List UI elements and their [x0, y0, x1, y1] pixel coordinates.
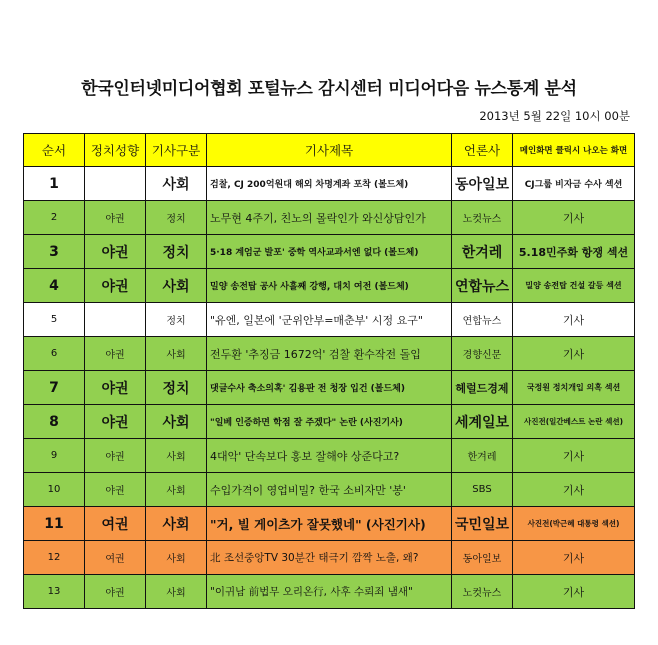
- order-cell: 7: [24, 371, 85, 405]
- table-row: [24, 439, 635, 473]
- order-cell: 1: [24, 167, 85, 201]
- category-cell: 사회: [146, 541, 207, 575]
- press-cell: 동아일보: [452, 167, 513, 201]
- article-title-cell: 5·18 계엄군 발포' 중학 역사교과서엔 없다 (볼드체): [207, 235, 452, 269]
- order-cell: 9: [24, 439, 85, 473]
- order-cell: 5: [24, 303, 85, 337]
- table-row: [24, 575, 635, 609]
- lean-cell: 여권: [85, 507, 146, 541]
- order-cell: 11: [24, 507, 85, 541]
- table-row: [24, 507, 635, 541]
- order-cell: 6: [24, 337, 85, 371]
- screen-cell: 5.18민주화 항쟁 섹션: [513, 235, 635, 269]
- article-title-cell: 4대악' 단속보다 홍보 잘해야 상준다고?: [207, 439, 452, 473]
- lean-cell: 야권: [85, 235, 146, 269]
- press-cell: 국민일보: [452, 507, 513, 541]
- table-row: [24, 303, 635, 337]
- screen-cell: 기사: [513, 575, 635, 609]
- article-title-cell: 北 조선중앙TV 30분간 태극기 깜짝 노출, 왜?: [207, 541, 452, 575]
- order-cell: 12: [24, 541, 85, 575]
- screen-cell: CJ그룹 비자금 수사 섹션: [513, 167, 635, 201]
- col-header-article-title: 기사제목: [207, 134, 452, 167]
- table-row: [24, 337, 635, 371]
- article-title-cell: 밀양 송전탑 공사 사흘째 강행, 대치 여전 (볼드체): [207, 269, 452, 303]
- col-header-political-lean: 정치성향: [85, 134, 146, 167]
- table-row: [24, 201, 635, 235]
- table-header-row: [24, 134, 635, 167]
- article-title-cell: 전두환 '추징금 1672억' 검찰 환수작전 돌입: [207, 337, 452, 371]
- category-cell: 사회: [146, 337, 207, 371]
- category-cell: 정치: [146, 201, 207, 235]
- lean-cell: 야권: [85, 269, 146, 303]
- order-cell: 4: [24, 269, 85, 303]
- article-title-cell: 검찰, CJ 200억원대 해외 차명계좌 포착 (볼드체): [207, 167, 452, 201]
- press-cell: 노컷뉴스: [452, 575, 513, 609]
- table-row: [24, 541, 635, 575]
- lean-cell: 야권: [85, 371, 146, 405]
- col-header-order: 순서: [24, 134, 85, 167]
- screen-cell: 기사: [513, 541, 635, 575]
- table-row: [24, 167, 635, 201]
- order-cell: 10: [24, 473, 85, 507]
- screen-cell: 기사: [513, 303, 635, 337]
- table-row: [24, 371, 635, 405]
- article-title-cell: 수입가격이 영업비밀? 한국 소비자만 '봉': [207, 473, 452, 507]
- screen-cell: 밀양 송전탑 건설 갈등 섹션: [513, 269, 635, 303]
- col-header-category: 기사구분: [146, 134, 207, 167]
- screen-cell: 기사: [513, 201, 635, 235]
- press-cell: 경향신문: [452, 337, 513, 371]
- press-cell: SBS: [452, 473, 513, 507]
- col-header-press: 언론사: [452, 134, 513, 167]
- category-cell: 사회: [146, 575, 207, 609]
- table-row: [24, 405, 635, 439]
- table-row: [24, 235, 635, 269]
- table-row: [24, 473, 635, 507]
- article-title-cell: 노무현 4주기, 친노의 몰락인가 와신상담인가: [207, 201, 452, 235]
- screen-cell: 사진전(박근혜 대통령 섹션): [513, 507, 635, 541]
- news-stats-table: [23, 133, 635, 609]
- category-cell: 정치: [146, 303, 207, 337]
- col-header-main-screen: 메인화면 클릭시 나오는 화면: [513, 134, 635, 167]
- article-title-cell: "이귀남 前법무 오리온行, 사후 수뢰죄 냄새": [207, 575, 452, 609]
- press-cell: 한겨레: [452, 235, 513, 269]
- lean-cell: 야권: [85, 337, 146, 371]
- press-cell: 동아일보: [452, 541, 513, 575]
- article-title-cell: "거, 빌 게이츠가 잘못했네" (사진기사): [207, 507, 452, 541]
- table-row: [24, 269, 635, 303]
- press-cell: 연합뉴스: [452, 269, 513, 303]
- screen-cell: 사진전(일간베스트 논란 섹션): [513, 405, 635, 439]
- press-cell: 세계일보: [452, 405, 513, 439]
- lean-cell: 야권: [85, 473, 146, 507]
- lean-cell: [85, 303, 146, 337]
- order-cell: 2: [24, 201, 85, 235]
- lean-cell: 여권: [85, 541, 146, 575]
- lean-cell: 야권: [85, 405, 146, 439]
- order-cell: 3: [24, 235, 85, 269]
- article-title-cell: "일베 인증하면 학점 잘 주겠다" 논란 (사진기사): [207, 405, 452, 439]
- lean-cell: [85, 167, 146, 201]
- screen-cell: 기사: [513, 337, 635, 371]
- category-cell: 사회: [146, 507, 207, 541]
- category-cell: 사회: [146, 405, 207, 439]
- category-cell: 사회: [146, 473, 207, 507]
- order-cell: 13: [24, 575, 85, 609]
- screen-cell: 국정원 정치개입 의혹 섹션: [513, 371, 635, 405]
- category-cell: 정치: [146, 371, 207, 405]
- category-cell: 사회: [146, 269, 207, 303]
- category-cell: 사회: [146, 439, 207, 473]
- press-cell: 연합뉴스: [452, 303, 513, 337]
- page-title: 한국인터넷미디어협회 포털뉴스 감시센터 미디어다음 뉴스통계 분석: [81, 79, 577, 99]
- article-title-cell: "유엔, 일본에 '군위안부=매춘부' 시정 요구": [207, 303, 452, 337]
- press-cell: 한겨레: [452, 439, 513, 473]
- article-title-cell: 댓글수사 축소의혹' 김용판 전 청장 입건 (볼드체): [207, 371, 452, 405]
- lean-cell: 야권: [85, 439, 146, 473]
- lean-cell: 야권: [85, 201, 146, 235]
- report-datetime: 2013년 5월 22일 10시 00분: [479, 109, 630, 123]
- category-cell: 사회: [146, 167, 207, 201]
- category-cell: 정치: [146, 235, 207, 269]
- screen-cell: 기사: [513, 439, 635, 473]
- press-cell: 헤럴드경제: [452, 371, 513, 405]
- lean-cell: 야권: [85, 575, 146, 609]
- press-cell: 노컷뉴스: [452, 201, 513, 235]
- order-cell: 8: [24, 405, 85, 439]
- screen-cell: 기사: [513, 473, 635, 507]
